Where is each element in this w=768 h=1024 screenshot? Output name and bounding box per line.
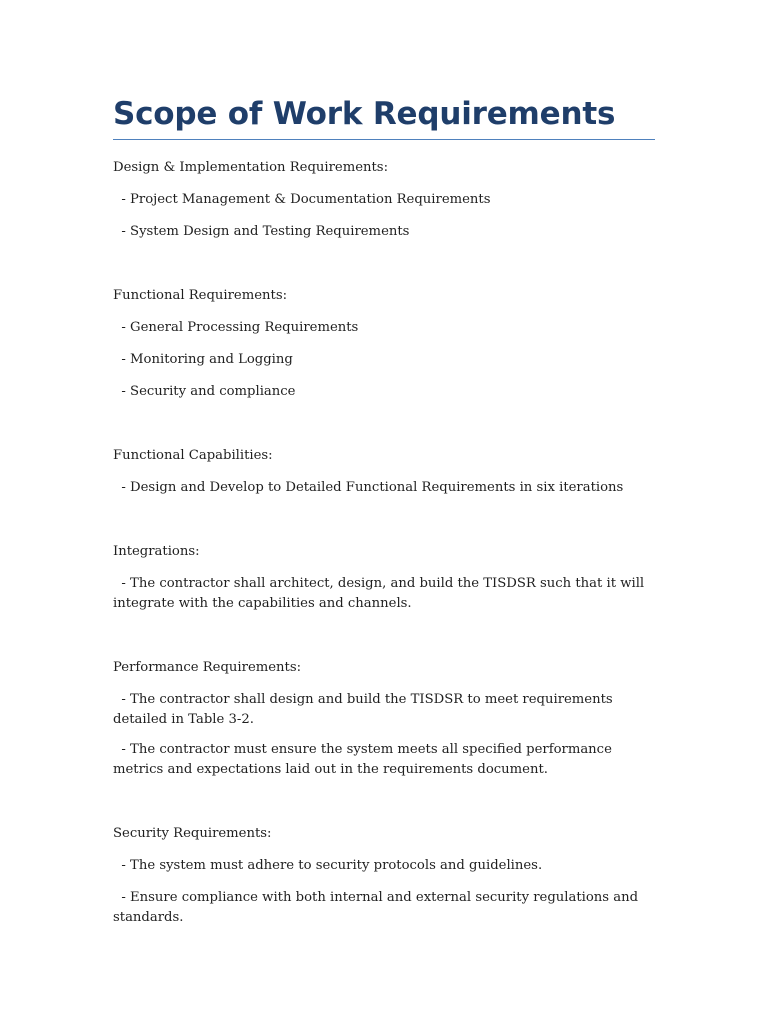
list-item-text: System Design and Testing Requirements: [130, 224, 410, 239]
list-item: - Security and compliance: [113, 384, 296, 399]
section-heading: Design & Implementation Requirements:: [113, 160, 389, 175]
list-item-text: The contractor shall design and build the TISDSR to meet requirements detailed in Table 3-2.: [113, 692, 613, 727]
document-page: [113, 92, 655, 928]
list-item: - Monitoring and Logging: [113, 352, 293, 367]
list-item-text: The contractor must ensure the system meets all specified performance metrics and expectations laid out in the requirements document.: [113, 742, 612, 777]
section-heading: Functional Requirements:: [113, 288, 288, 303]
list-item-text: The contractor shall architect, design, and build the TISDSR such that it will integrate with the capabilities and channels.: [113, 576, 645, 611]
list-item-text: Ensure compliance with both internal and external security regulations and standards.: [113, 890, 639, 925]
list-item-text: Design and Develop to Detailed Functional Requirements in six iterations: [130, 480, 624, 495]
list-item-text: Monitoring and Logging: [130, 352, 293, 367]
list-item: - The system must adhere to security protocols and guidelines.: [113, 858, 543, 873]
section-heading: Functional Capabilities:: [113, 448, 273, 463]
list-item: - Project Management & Documentation Requirements: [113, 192, 491, 207]
list-item: - Ensure compliance with both internal and external security regulations and standards.: [113, 890, 639, 925]
list-item: - The contractor must ensure the system meets all specified performance metrics and expectations laid out in the requirements document.: [113, 742, 612, 777]
page-title: Scope of Work Requirements: [113, 92, 655, 140]
section-heading: Performance Requirements:: [113, 660, 302, 675]
list-item: - Design and Develop to Detailed Functional Requirements in six iterations: [113, 480, 624, 495]
list-item: - System Design and Testing Requirements: [113, 224, 410, 239]
section-functional-capabilities: [113, 446, 655, 498]
list-item-text: The system must adhere to security protocols and guidelines.: [130, 858, 543, 873]
section-functional-requirements: [113, 286, 655, 402]
list-item: - The contractor shall architect, design, and build the TISDSR such that it will integrate with the capabilities and channels.: [113, 576, 645, 611]
list-item-text: Project Management & Documentation Requirements: [130, 192, 491, 207]
section-integrations: [113, 542, 655, 614]
list-item-text: Security and compliance: [130, 384, 296, 399]
list-item: - General Processing Requirements: [113, 320, 359, 335]
section-heading: Integrations:: [113, 544, 200, 559]
list-item: - The contractor shall design and build the TISDSR to meet requirements detailed in Table 3-2.: [113, 692, 613, 727]
section-security-requirements: [113, 824, 655, 928]
list-item-text: General Processing Requirements: [130, 320, 359, 335]
section-heading: Security Requirements:: [113, 826, 272, 841]
section-performance-requirements: [113, 658, 655, 780]
section-design-implementation: [113, 158, 655, 242]
